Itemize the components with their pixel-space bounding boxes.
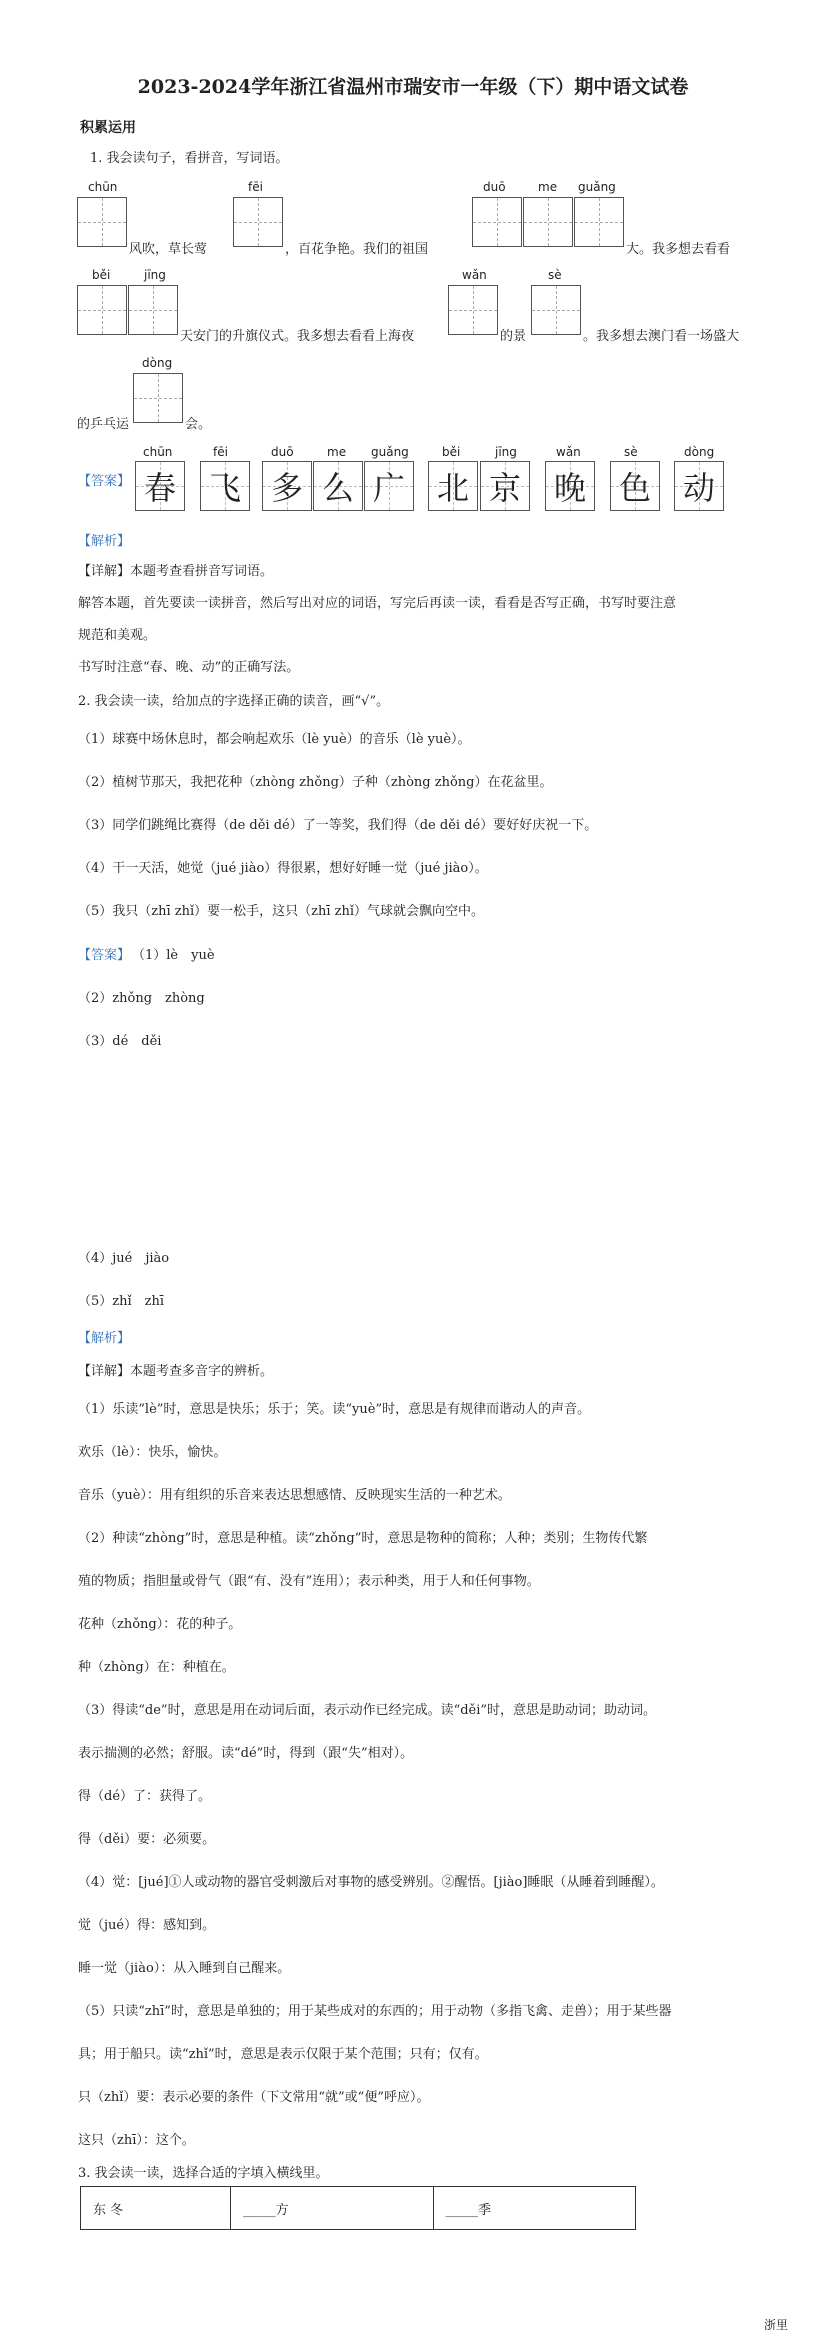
footer-text: 浙里 xyxy=(763,2318,788,2332)
q2-detail: （2）种读“zhòng”时，意思是种植。读“zhǒng”时，意思是物种的简称；人种；类别；生物传代繁 xyxy=(78,1531,648,1546)
q2-detail: 这只（zhī）：这个。 xyxy=(78,2133,195,2148)
q2-answer: （3）dé děi xyxy=(78,1034,162,1049)
q1-analysis-label: 【解析】 xyxy=(78,534,131,549)
q1-pinyin-duo: duō xyxy=(483,180,506,194)
q1-detail: 书写时注意“春、晚、动”的正确写法。 xyxy=(78,660,300,675)
q1-answer-char: 北 xyxy=(428,461,478,511)
q1-pinyin-se: sè xyxy=(548,268,562,282)
page-title: 2023-2024学年浙江省温州市瑞安市一年级（下）期中语文试卷 xyxy=(137,76,689,98)
q2-answer-label: 【答案】 xyxy=(78,948,131,963)
q2-detail: 殖的物质；指胆量或骨气（跟“有、没有”连用）；表示种类，用于人和任何事物。 xyxy=(78,1574,540,1589)
q1-pinyin-wan: wǎn xyxy=(462,268,487,282)
q2-detail: 得（dé）了：获得了。 xyxy=(78,1789,212,1804)
q1-pinyin-me: me xyxy=(538,180,558,194)
q1-blank-guang[interactable] xyxy=(574,197,624,247)
q1-blank-fei[interactable] xyxy=(233,197,283,247)
q1-text-seg7: 的乒乓运 xyxy=(77,417,130,432)
q1-text-seg6: 。我多想去澳门看一场盛大 xyxy=(583,329,740,344)
q1-text-seg1: 风吹，草长莺 xyxy=(129,242,208,257)
q1-answer-char: 色 xyxy=(610,461,660,511)
q1-pinyin-chun: chūn xyxy=(88,180,118,194)
q2-item: （5）我只（zhī zhǐ）要一松手，这只（zhī zhǐ）气球就会飘向空中。 xyxy=(78,904,485,919)
q3-cell-blank-fang[interactable]: _____方 xyxy=(231,2187,433,2230)
q2-item: （1）球赛中场休息时，都会响起欢乐（lè yuè）的音乐（lè yuè）。 xyxy=(78,732,471,747)
q1-pinyin-bei: běi xyxy=(92,268,111,282)
q1-detail: 规范和美观。 xyxy=(78,628,157,643)
q2-detail: 得（děi）要：必须要。 xyxy=(78,1832,216,1847)
q1-pinyin-guang: guǎng xyxy=(578,180,616,194)
q1-answer-pinyin-8: sè xyxy=(624,445,638,459)
section-heading: 积累运用 xyxy=(80,120,136,136)
q2-detail: 【详解】本题考查多音字的辨析。 xyxy=(78,1364,274,1379)
q2-answer: （5）zhǐ zhī xyxy=(78,1294,165,1309)
q2-item: （3）同学们跳绳比赛得（de děi dé）了一等奖，我们得（de děi dé）要好好庆祝一下。 xyxy=(78,818,598,833)
q1-detail: 解答本题，首先要读一读拼音，然后写出对应的词语，写完后再读一读，看看是否写正确，书写时要注意 xyxy=(78,596,677,611)
q1-text-seg8: 会。 xyxy=(185,417,212,432)
q2-detail: 觉（jué）得：感知到。 xyxy=(78,1918,216,1933)
q2-detail: 睡一觉（jiào）：从入睡到自己醒来。 xyxy=(78,1961,291,1976)
q1-detail: 【详解】本题考查看拼音写词语。 xyxy=(78,564,274,579)
q1-answer-char: 动 xyxy=(674,461,724,511)
q2-detail: （3）得读“de”时，意思是用在动词后面，表示动作已经完成。读“děi”时，意思是助动词；助动词。 xyxy=(78,1703,657,1718)
q1-answer-char: 广 xyxy=(364,461,414,511)
q2-answer: （4）jué jiào xyxy=(78,1251,170,1266)
q1-answer-char: 么 xyxy=(313,461,363,511)
q1-answer-pinyin-0: chūn xyxy=(143,445,173,459)
q2-answer: （1）lè yuè xyxy=(132,948,215,963)
q1-answer-char: 京 xyxy=(480,461,530,511)
q1-blank-me[interactable] xyxy=(523,197,573,247)
q2-detail: 种（zhòng）在：种植在。 xyxy=(78,1660,235,1675)
q1-blank-chun[interactable] xyxy=(77,197,127,247)
q2-detail: 欢乐（lè）：快乐，愉快。 xyxy=(78,1445,227,1460)
q1-blank-se[interactable] xyxy=(531,285,581,335)
q3-cell-blank-ji[interactable]: _____季 xyxy=(433,2187,635,2230)
q1-answer-char: 春 xyxy=(135,461,185,511)
q1-answer-pinyin-4: guǎng xyxy=(371,445,409,459)
q1-answer-pinyin-5: běi xyxy=(442,445,461,459)
q1-pinyin-dong: dòng xyxy=(142,356,173,370)
q1-pinyin-fei: fēi xyxy=(248,180,263,194)
q3-stem: 3. 我会读一读，选择合适的字填入横线里。 xyxy=(78,2166,329,2181)
q2-answer: （2）zhǒng zhòng xyxy=(78,991,205,1006)
q2-detail: 表示揣测的必然；舒服。读“dé”时，得到（跟“失”相对）。 xyxy=(78,1746,414,1761)
q1-blank-duo[interactable] xyxy=(472,197,522,247)
q1-answer-pinyin-9: dòng xyxy=(684,445,715,459)
q1-blank-jing[interactable] xyxy=(128,285,178,335)
q1-text-seg5: 的景 xyxy=(500,329,527,344)
q1-text-seg4: 天安门的升旗仪式。我多想去看看上海夜 xyxy=(180,329,415,344)
q1-answer-char: 多 xyxy=(262,461,312,511)
q1-blank-wan[interactable] xyxy=(448,285,498,335)
q2-item: （2）植树节那天，我把花种（zhòng zhǒng）子种（zhòng zhǒng）在花盆里。 xyxy=(78,775,553,790)
q2-detail: （1）乐读“lè”时，意思是快乐；乐于；笑。读“yuè”时，意思是有规律而谐动人的声音。 xyxy=(78,1402,591,1417)
q2-detail: （4）觉：[jué]①人或动物的器官受刺激后对事物的感受辨别。②醒悟。[jiào]睡眠（从睡着到睡醒）。 xyxy=(78,1875,664,1890)
q3-cell-options: 东 冬 xyxy=(81,2187,231,2230)
q2-detail: 音乐（yuè）：用有组织的乐音来表达思想感情、反映现实生活的一种艺术。 xyxy=(78,1488,511,1503)
q1-text-seg2: ，百花争艳。我们的祖国 xyxy=(285,242,429,257)
q1-stem: 1. 我会读句子，看拼音，写词语。 xyxy=(90,151,289,166)
q2-detail: （5）只读“zhī”时，意思是单独的；用于某些成对的东西的；用于动物（多指飞禽、走兽）；用于某些器 xyxy=(78,2004,672,2019)
q2-detail: 只（zhǐ）要：表示必要的条件（下文常用“就”或“便”呼应）。 xyxy=(78,2090,430,2105)
q2-detail: 具；用于船只。读“zhǐ”时，意思是表示仅限于某个范围；只有；仅有。 xyxy=(78,2047,488,2062)
q2-stem: 2. 我会读一读，给加点的字选择正确的读音，画“√”。 xyxy=(78,694,390,709)
q1-answer-char: 飞 xyxy=(200,461,250,511)
q2-detail: 花种（zhǒng）：花的种子。 xyxy=(78,1617,242,1632)
q1-answer-label: 【答案】 xyxy=(78,474,131,489)
q1-answer-pinyin-2: duō xyxy=(271,445,294,459)
q1-answer-pinyin-3: me xyxy=(327,445,347,459)
q3-table xyxy=(80,2186,636,2230)
q1-answer-pinyin-6: jīng xyxy=(495,445,517,459)
q1-answer-pinyin-1: fēi xyxy=(213,445,228,459)
q2-analysis-label: 【解析】 xyxy=(78,1331,131,1346)
q1-answer-pinyin-7: wǎn xyxy=(556,445,581,459)
q1-blank-dong[interactable] xyxy=(133,373,183,423)
q1-answer-char: 晚 xyxy=(545,461,595,511)
q1-blank-bei[interactable] xyxy=(77,285,127,335)
q1-text-seg3: 大。我多想去看看 xyxy=(626,242,731,257)
q2-item: （4）干一天活，她觉（jué jiào）得很累，想好好睡一觉（jué jiào）。 xyxy=(78,861,488,876)
q1-pinyin-jing: jīng xyxy=(144,268,166,282)
